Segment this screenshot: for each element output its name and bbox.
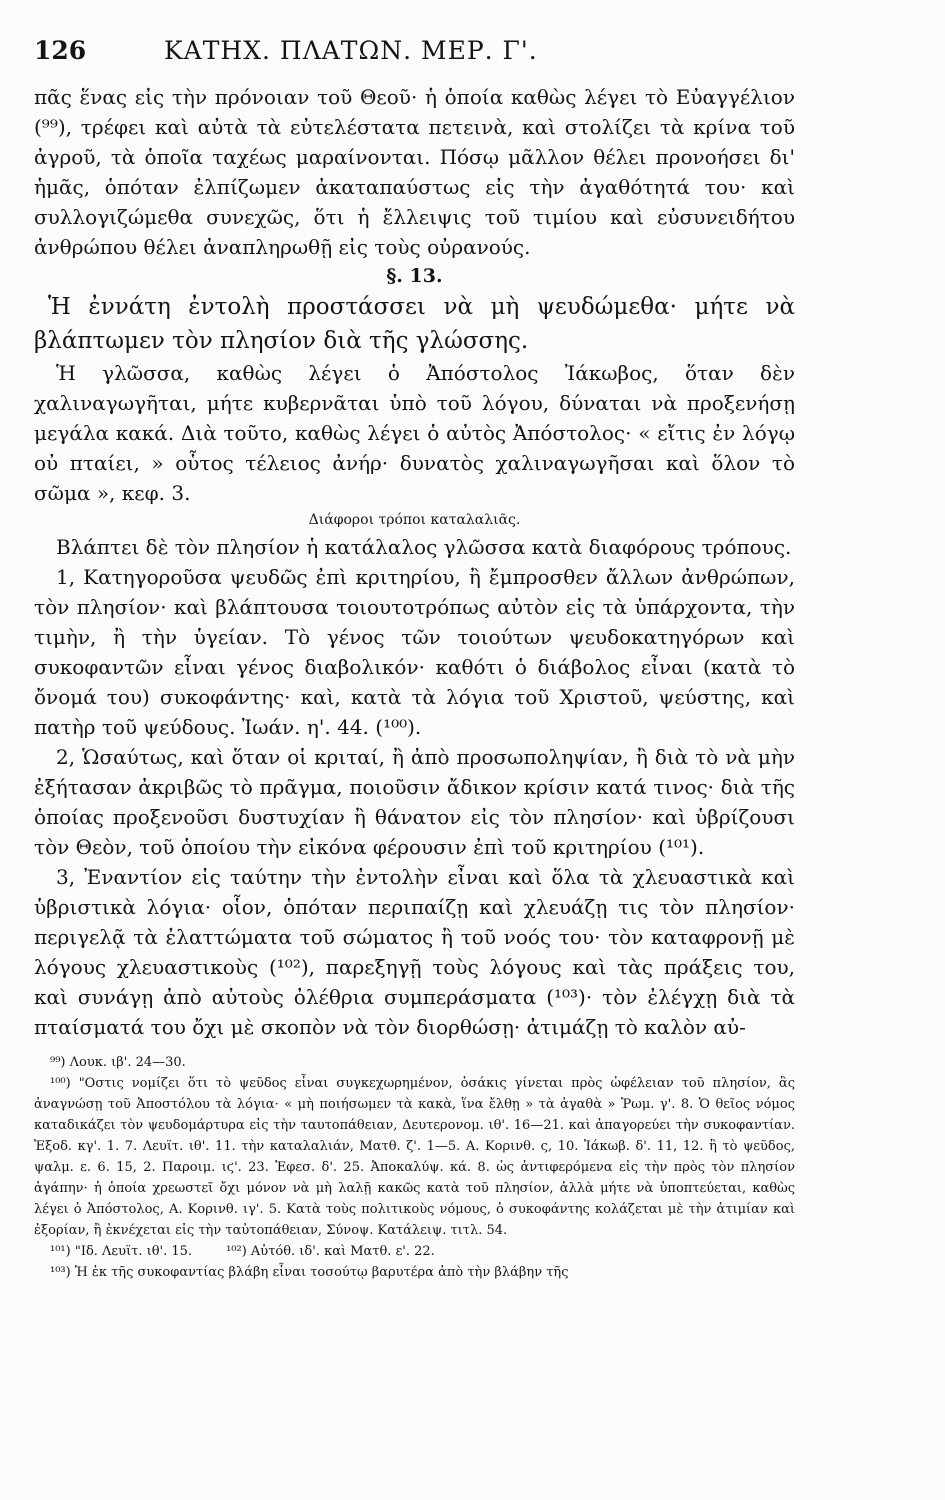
- paragraph-tongue: Ἡ γλῶσσα, καθὼς λέγει ὁ Ἀπόστολος Ἰάκωβος, ὅταν δὲν χαλιναγωγῆται, μήτε κυβερνᾶται ὑπὸ τοῦ λόγου, δύναται νὰ προξενήσῃ μεγάλα κακά. Διὰ τοῦτο, καθὼς λέγει ὁ αὐτὸς Ἀπόστολος· « εἴτις ἐν λόγῳ οὐ πταίει, » οὗτος τέλειος ἀνήρ· δυνατὸς χαλιναγωγῆσαι καὶ ὅλον τὸ σῶμα », κεφ. 3.: [34, 361, 795, 505]
- footnote-row-101-102: [34, 1241, 795, 1262]
- footnote-100: ¹⁰⁰) "Οστις νομίζει ὅτι τὸ ψεῦδος εἶναι συγκεχωρημένον, ὁσάκις γίνεται πρὸς ὠφέλειαν τοῦ πλησίον, ἂς ἀναγνώσῃ τοῦ Ἀποστόλου τὰ λόγια· « μὴ ποιήσωμεν τὰ κακὰ, ἵνα ἔλθῃ » τὰ ἀγαθὰ » Ῥωμ. γ'. 8. Ὁ θεῖος νόμος καταδικάζει τὸν ψευδομάρτυρα εἰς τὴν ταυτοπάθειαν, Δευτερονομ. ιθ'. 16—21. καὶ ἀπαγορεύει τὴν συκοφαντίαν. Ἐξοδ. κγ'. 1. 7. Λευϊτ. ιθ'. 11. τὴν καταλαλιάν, Ματθ. ζ'. 1—5. Α. Κορινθ. ς, 10. Ἰάκωβ. δ'. 11, 12. ἢ τὸ ψεῦδος, ψαλμ. ε. 6. 15, 2. Παροιμ. ιϛ'. 23. Ἐφεσ. δ'. 25. Ἀποκαλύψ. κά. 8. ὡς ἀντιφερόμενα εἰς τὴν πρὸς τὸν πλησίον ἀγάπην· ἡ ὁποία χρεωστεῖ ὄχι μόνον νὰ μὴ λαλῇ κακῶς κατὰ τοῦ πλησίον, ἀλλὰ μήτε νὰ ὑποπτεύεται, καθὼς λέγει ὁ Ἀπόστολος, Α. Κορινθ. ιγ'. 5. Κατὰ τοὺς πολιτικοὺς νόμους, ὁ συκοφάντης κολάζεται μὲ τὴν ἀτιμίαν καὶ ἐξορίαν, ἢ ἐκνέχεται εἰς τὴν ταὐτοπάθειαν, Σύνοψ. Κατάλειψ. τιτλ. 54.: [34, 1076, 795, 1238]
- section-number: §. 13.: [386, 265, 443, 287]
- footnote-101: ¹⁰¹) "Ιδ. Λευϊτ. ιθ'. 15.: [50, 1244, 193, 1259]
- paragraph-point-3: 3, Ἐναντίον εἰς ταύτην τὴν ἐντολὴν εἶναι καὶ ὅλα τὰ χλευαστικὰ καὶ ὑβριστικὰ λόγια· οἷον, ὁπόταν περιπαίζῃ καὶ χλευάζῃ τις τὸν πλησίον· περιγελᾷ τὰ ἐλαττώματα τοῦ σώματος ἢ τοῦ νοός του· τὸν καταφρονῇ μὲ λόγους χλευαστικοὺς (¹⁰²), παρεξηγῇ τοὺς λόγους καὶ τὰς πράξεις του, καὶ συνάγῃ ἀπὸ αὐτοὺς ὀλέθρια συμπεράσματα (¹⁰³)· τὸν ἐλέγχῃ διὰ τὰ πταίσματά του ὄχι μὲ σκοπὸν νὰ τὸν διορθώσῃ· ἀτιμάζῃ τὸ καλὸν αὐ-: [34, 865, 795, 1039]
- footnotes: [34, 1052, 795, 1283]
- footnote-103: ¹⁰³) Ἡ ἐκ τῆς συκοφαντίας βλάβη εἶναι τοσούτῳ βαρυτέρα ἀπὸ τὴν βλάβην τῆς: [50, 1265, 569, 1280]
- running-title: ΚΑΤΗΧ. ΠΛΑΤΩΝ. ΜΕΡ. Γ'.: [164, 36, 538, 65]
- commandment-heading: Ἡ ἐννάτη ἐντολὴ προστάσσει νὰ μὴ ψευδώμεθα· μήτε νὰ βλάπτωμεν τὸν πλησίον διὰ τῆς γλώσσης.: [34, 294, 795, 354]
- paragraph-providence: πᾶς ἕνας εἰς τὴν πρόνοιαν τοῦ Θεοῦ· ἡ ὁποία καθὼς λέγει τὸ Εὐαγγέλιον (⁹⁹), τρέφει καὶ αὐτὰ τὰ εὐτελέστατα πετεινὰ, καὶ στολίζει τὰ κρίνα τοῦ ἀγροῦ, τὰ ὁποῖα ταχέως μαραίνονται. Πόσῳ μᾶλλον θέλει προνοήσει δι' ἡμᾶς, ὁπόταν ἐλπίζωμεν ἀκαταπαύστως εἰς τὴν ἀγαθότητά του· καὶ συλλογιζώμεθα συνεχῶς, ὅτι ἡ ἔλλειψις τοῦ τιμίου καὶ εὐσυνειδήτου ἀνθρώπου θέλει ἀναπληρωθῇ εἰς τοὺς οὐρανούς.: [34, 85, 795, 259]
- footnote-99: ⁹⁹) Λουκ. ιβ'. 24—30.: [50, 1055, 186, 1070]
- subheading-slander-types: Διάφοροι τρόποι καταλαλιᾶς.: [308, 512, 521, 528]
- main-text: [34, 82, 795, 1042]
- paragraph-intro-ways: Βλάπτει δὲ τὸν πλησίον ἡ κατάλαλος γλῶσσα κατὰ διαφόρους τρόπους.: [56, 535, 792, 559]
- footnote-102: ¹⁰²) Αὐτόθ. ιδ'. καὶ Ματθ. ε'. 22.: [226, 1244, 435, 1259]
- running-head: [34, 36, 795, 82]
- paragraph-point-1: 1, Κατηγοροῦσα ψευδῶς ἐπὶ κριτηρίου, ἢ ἔμπροσθεν ἄλλων ἀνθρώπων, τὸν πλησίον· καὶ βλάπτουσα τοιουτοτρόπως αὐτὸν εἰς τὰ ὑπάρχοντα, τὴν τιμὴν, ἢ τὴν ὑγείαν. Τὸ γένος τῶν τοιούτων ψευδοκατηγόρων καὶ συκοφαντῶν εἶναι γένος διαβολικόν· καθότι ὁ διάβολος εἶναι (κατὰ τὸ ὄνομά του) συκοφάντης· καὶ, κατὰ τὰ λόγια τοῦ Χριστοῦ, ψεύστης, καὶ πατὴρ τοῦ ψεύδους. Ἰωάν. η'. 44. (¹⁰⁰).: [34, 565, 795, 739]
- paragraph-point-2: 2, Ὡσαύτως, καὶ ὅταν οἱ κριταί, ἢ ἀπὸ προσωποληψίαν, ἢ διὰ τὸ νὰ μὴν ἐξήτασαν ἀκριβῶς τὸ πρᾶγμα, ποιοῦσιν ἄδικον κρίσιν κατά τινος· διὰ τῆς ὁποίας προξενοῦσι δυστυχίαν ἢ θάνατον εἰς τὸν πλησίον· καὶ ὑβρίζουσι τὸν Θεὸν, τοῦ ὁποίου τὴν εἰκόνα φέρουσιν ἐπὶ τοῦ κριτηρίου (¹⁰¹).: [34, 745, 795, 859]
- page-number: 126: [34, 36, 87, 65]
